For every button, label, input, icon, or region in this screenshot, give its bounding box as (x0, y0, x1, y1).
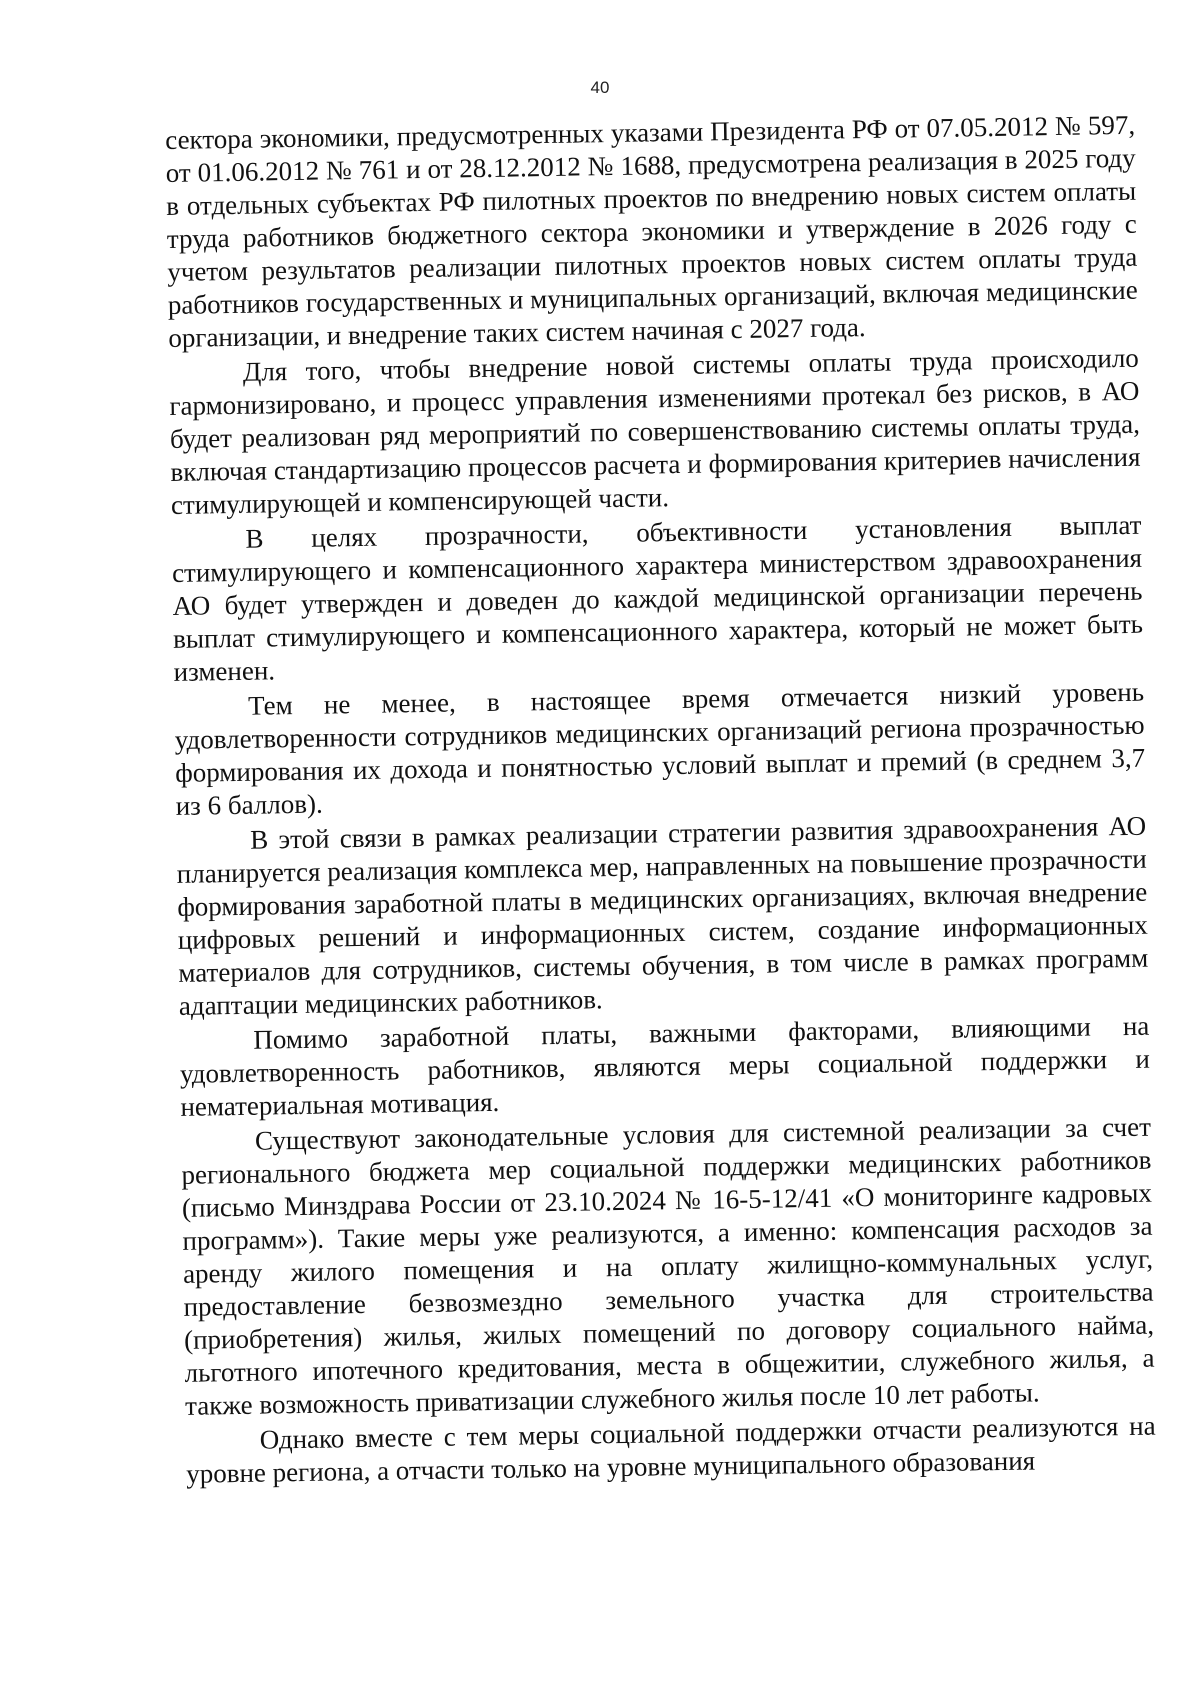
page-number: 40 (590, 78, 610, 97)
paragraph-7: Существуют законодательные условия для системной реализации за счет регионального бюджета мер социальной поддержки медицинских работников (письмо Минздрава России от 23.10.2024 № 16-5-12/41 «О мониторинге кадровых программ»). Такие меры уже реализуются, а именно: компенсация расходов за аренду жилого помещения и на оплату жилищно-коммунальных услуг, предоставление безвозмездно земельного участка для строительства (приобретения) жилья, жилых помещений по договору социального найма, льготного ипотечного кредитования, места в общежитии, служебного жилья, а также возможность приватизации служебного жилья после 10 лет работы. (181, 1111, 1155, 1421)
paragraph-2: Для того, чтобы внедрение новой системы оплаты труда происходило гармонизировано, и процесс управления изменениями протекал без рисков, в АО будет реализован ряд мероприятий по совершенствованию системы оплаты труда, включая стандартизацию процессов расчета и формирования критериев начисления стимулирующей и компенсирующей части. (169, 342, 1141, 520)
paragraph-1: сектора экономики, предусмотренных указами Президента РФ от 07.05.2012 № 597, от 01.06.2012 № 761 и от 28.12.2012 № 1688, предусмотрена реализация в 2025 году в отдельных субъектах РФ пилотных проектов по внедрению новых систем оплаты труда работников бюджетного сектора экономики и утверждение в 2026 году с учетом результатов реализации пилотных проектов новых систем оплаты труда работников государственных и муниципальных организаций, включая медицинские организации, и внедрение таких систем начиная с 2027 года. (165, 109, 1138, 353)
paragraph-3: В целях прозрачности, объективности установления выплат стимулирующего и компенсационного характера министерством здравоохранения АО будет утвержден и доведен до каждой медицинской организации перечень выплат стимулирующего и компенсационного характера, который не может быть изменен. (171, 509, 1144, 687)
paragraph-8: Однако вместе с тем меры социальной поддержки отчасти реализуются на уровне региона, а отчасти только на уровне муниципального образования (185, 1410, 1156, 1489)
document-body (165, 109, 1156, 1493)
paragraph-6: Помимо заработной платы, важными факторами, влияющими на удовлетворенность работников, являются меры социальной поддержки и нематериальная мотивация. (179, 1010, 1151, 1122)
paragraph-4: Тем не менее, в настоящее время отмечается низкий уровень удовлетворенности сотрудников медицинских организаций региона прозрачностью формирования их дохода и понятностью условий выплат и премий (в среднем 3,7 из 6 баллов). (174, 676, 1146, 821)
paragraph-5: В этой связи в рамках реализации стратегии развития здравоохранения АО планируется реализация комплекса мер, направленных на повышение прозрачности формирования заработной платы в медицинских организациях, включая внедрение цифровых решений и информационных систем, создание информационных материалов для сотрудников, системы обучения, в том числе в рамках программ адаптации медицинских работников. (176, 810, 1149, 1021)
